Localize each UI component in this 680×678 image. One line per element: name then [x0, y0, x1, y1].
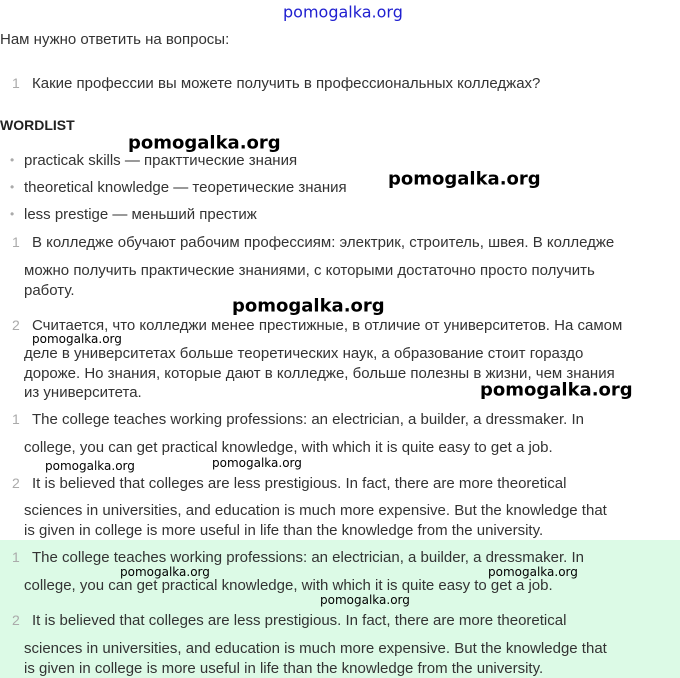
answer-line: sciences in universities, and education is much more expensive. But the knowledge that [24, 640, 607, 657]
watermark: pomogalka.org [388, 168, 541, 190]
answer-line: college, you can get practical knowledge, with which it is quite easy to get a job. [24, 577, 553, 594]
bullet-icon: • [10, 180, 15, 194]
answer-line: The college teaches working professions: an electrician, a builder, a dressmaker. In [32, 411, 584, 428]
answer-line: деле в университетах больше теоретических наук, а образование стоит гораздо [24, 345, 584, 362]
answer-line: работу. [24, 282, 75, 299]
watermark: pomogalka.org [480, 379, 633, 401]
answer-number: 1 [12, 411, 20, 427]
question-number: 1 [12, 75, 20, 91]
answer-number: 2 [12, 475, 20, 491]
watermark: pomogalka.org [212, 456, 302, 470]
answer-line: Считается, что колледжи менее престижные, в отличие от университетов. На самом [32, 317, 623, 334]
answer-line: It is believed that colleges are less prestigious. In fact, there are more theoretical [32, 475, 567, 492]
bullet-icon: • [10, 207, 15, 221]
answer-line: В колледже обучают рабочим профессиям: электрик, строитель, швея. В колледже [32, 234, 615, 251]
watermark: pomogalka.org [128, 132, 281, 154]
answer-number: 2 [12, 612, 20, 628]
wordlist-item: less prestige — меньший престиж [24, 206, 257, 223]
answer-line: sciences in universities, and education is much more expensive. But the knowledge that [24, 502, 607, 519]
answer-line: The college teaches working professions: an electrician, a builder, a dressmaker. In [32, 549, 584, 566]
answer-line: is given in college is more useful in life than the knowledge from the university. [24, 522, 544, 539]
answer-line: is given in college is more useful in life than the knowledge from the university. [24, 660, 544, 677]
wordlist-item: theoretical knowledge — теоретические знания [24, 179, 347, 196]
answer-number: 1 [12, 549, 20, 565]
intro-text: Нам нужно ответить на вопросы: [0, 31, 230, 48]
watermark: pomogalka.org [232, 295, 385, 317]
header-watermark: pomogalka.org [283, 2, 403, 22]
watermark: pomogalka.org [488, 565, 578, 579]
watermark: pomogalka.org [45, 459, 135, 473]
watermark: pomogalka.org [120, 565, 210, 579]
answer-line: можно получить практические знаниями, с которыми достаточно просто получить [24, 262, 595, 279]
watermark: pomogalka.org [32, 332, 122, 346]
wordlist-item: practicak skills — практтические знания [24, 152, 298, 169]
bullet-icon: • [10, 153, 15, 167]
answer-line: college, you can get practical knowledge, with which it is quite easy to get a job. [24, 439, 553, 456]
answer-number: 1 [12, 234, 20, 250]
answer-number: 2 [12, 317, 20, 333]
question-text: Какие профессии вы можете получить в профессиональных колледжах? [32, 75, 541, 92]
answer-line: It is believed that colleges are less prestigious. In fact, there are more theoretical [32, 612, 567, 629]
answer-line: из университета. [24, 384, 142, 401]
watermark: pomogalka.org [320, 593, 410, 607]
answer-line: дороже. Но знания, которые дают в колледже, больше полезны в жизни, чем знания [24, 365, 615, 382]
wordlist-title: WORDLIST [0, 117, 75, 133]
